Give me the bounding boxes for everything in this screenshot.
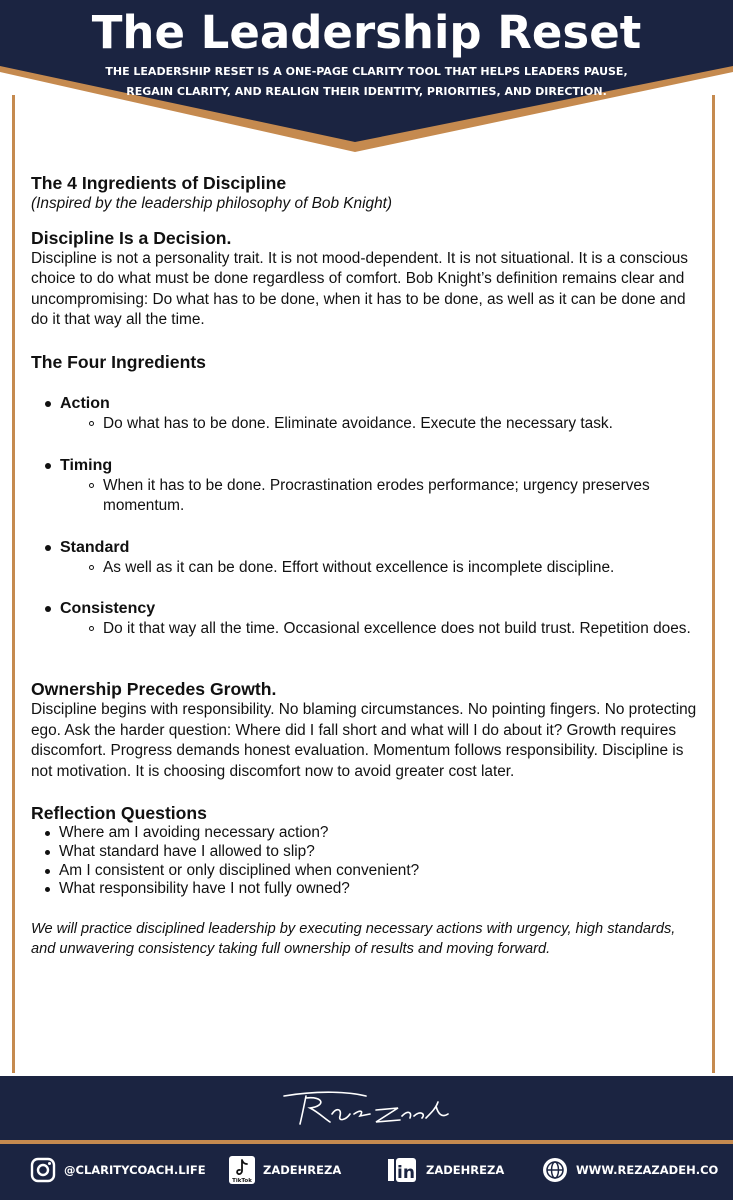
ownership-heading: Ownership Precedes Growth.: [31, 678, 277, 699]
reflection-question-list: [31, 824, 703, 898]
ingredient-title: Action: [45, 393, 703, 414]
svg-text:in: in: [397, 1163, 415, 1183]
ownership-body: Discipline begins with responsibility. No blaming circumstances. No pointing fingers. No protecting ego. Ask the harder question: Where did I fall short and what will I do about it? Growth requires discomfort. Progress demands honest evaluation. Momentum follows responsibility. Discipline is not motivation. It is choosing discomfort now to avoid greater cost later.: [31, 700, 697, 780]
intro-heading: The 4 Ingredients of Discipline: [31, 173, 287, 193]
footer-divider: [0, 1140, 733, 1144]
tiktok-icon: [229, 1156, 255, 1184]
ingredient-description: Do it that way all the time. Occasional excellence does not build trust. Repetition does.: [89, 619, 703, 640]
website-link[interactable]: [542, 1156, 718, 1184]
svg-text:TikTok: TikTok: [232, 1178, 252, 1184]
signature-logo: [280, 1088, 452, 1128]
list-item: What responsibility have I not fully owned?: [45, 880, 703, 899]
reflection-heading: Reflection Questions: [31, 803, 207, 824]
decision-body: Discipline is not a personality trait. It is not mood-dependent. It is not situational. It is a conscious choice to do what must be done regardless of comfort. Bob Knight’s definition remains clear and uncompromising: Do what has to be done, when it has to be done, as well as it can be done and do it that way all the time.: [31, 249, 689, 329]
instagram-label: @CLARITYCOACH.LIFE: [64, 1163, 206, 1177]
header-banner: [0, 0, 733, 170]
ingredient-action: [45, 393, 703, 435]
ingredient-title: Standard: [45, 537, 703, 558]
tiktok-handle[interactable]: [229, 1156, 341, 1184]
globe-icon: [542, 1157, 568, 1183]
main-content: [31, 172, 703, 959]
list-item: Am I consistent or only disciplined when convenient?: [45, 862, 703, 881]
right-border-rail: [712, 95, 715, 1073]
ingredients-heading: The Four Ingredients: [31, 351, 206, 372]
linkedin-label: ZADEHREZA: [426, 1163, 505, 1177]
left-border-rail: [12, 95, 15, 1073]
linkedin-icon: [388, 1156, 418, 1184]
intro-subheading: (Inspired by the leadership philosophy of Bob Knight): [31, 195, 393, 212]
ingredient-consistency: [45, 598, 703, 640]
instagram-handle[interactable]: [30, 1156, 206, 1184]
decision-heading: Discipline Is a Decision.: [31, 227, 232, 248]
page-subtitle: THE LEADERSHIP RESET IS A ONE-PAGE CLARITY TOOL THAT HELPS LEADERS PAUSE, REGAIN CLARITY, AND REALIGN THEIR IDENTITY, PRIORITIES, AND DIRECTION.: [105, 65, 628, 98]
ingredient-timing: [45, 455, 703, 517]
ingredient-description: As well as it can be done. Effort without excellence is incomplete discipline.: [89, 558, 703, 579]
ingredient-description: Do what has to be done. Eliminate avoidance. Execute the necessary task.: [89, 414, 703, 435]
closing-statement: We will practice disciplined leadership by executing necessary actions with urgency, high standards, and unwavering consistency taking full ownership of results and moving forward.: [31, 920, 676, 957]
list-item: Where am I avoiding necessary action?: [45, 824, 703, 843]
website-label: WWW.REZAZADEH.CO: [576, 1163, 719, 1177]
page-title: The Leadership Reset: [91, 6, 642, 59]
ingredient-title: Timing: [45, 455, 703, 476]
ingredient-standard: [45, 537, 703, 579]
tiktok-label: ZADEHREZA: [263, 1163, 342, 1177]
linkedin-handle[interactable]: [388, 1156, 504, 1184]
ingredient-title: Consistency: [45, 598, 703, 619]
list-item: What standard have I allowed to slip?: [45, 843, 703, 862]
ingredient-description: When it has to be done. Procrastination erodes performance; urgency preserves momentum.: [89, 476, 703, 517]
instagram-icon: [30, 1157, 56, 1183]
